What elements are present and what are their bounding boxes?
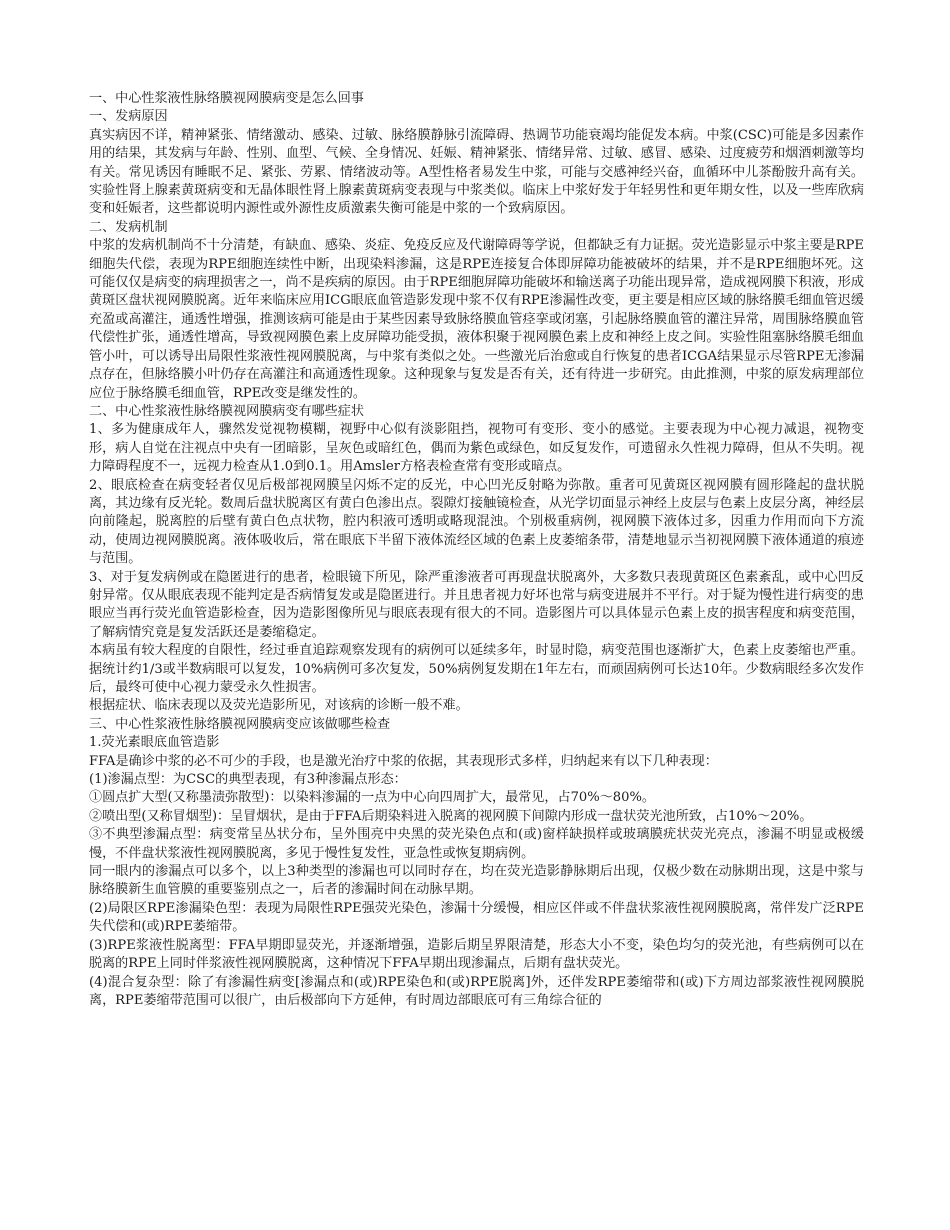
body-paragraph: 同一眼内的渗漏点可以多个，以上3种类型的渗漏也可以同时存在，均在荧光造影静脉期后出现，仅极少数在动脉期出现，这是中浆与脉络膜新生血管膜的重要鉴别点之一，后者的渗漏时间在动脉早期。 <box>89 864 864 898</box>
body-paragraph: 根据症状、临床表现以及荧光造影所见，对该病的诊断一般不难。 <box>89 698 469 714</box>
body-paragraph: 真实病因不详，精神紧张、情绪激动、感染、过敏、脉络膜静脉引流障碍、热调节功能衰竭均能促发本病。中浆(CSC)可能是多因素作用的结果，其发病与年龄、性别、血型、气候、全身情况、妊娠、精神紧张、情绪异常、过敏、感冒、感染、过度疲劳和烟酒刺激等均有关。常见诱因有睡眠不足、紧张、劳累、情绪波动等。A型性格者易发生中浆，可能与交感神经兴奋，血循环中儿茶酚胺升高有关。实验性肾上腺素黄斑病变和无晶体眼性肾上腺素黄斑病变表现与中浆类似。临床上中浆好发于年轻男性和更年期女性，以及一些库欣病变和妊娠者，这些都说明内源性或外源性皮质激素失衡可能是中浆的一个致病原因。 <box>89 127 864 217</box>
body-paragraph: (4)混合复杂型：除了有渗漏性病变[渗漏点和(或)RPE染色和(或)RPE脱离]外，还伴发RPE萎缩带和(或)下方周边部浆液性视网膜脱离，RPE萎缩带范围可以很广，由后极部向下方延伸，有时周边部眼底可有三角综合征的 <box>89 974 864 1008</box>
body-paragraph: ②喷出型(又称冒烟型)：呈冒烟状，是由于FFA后期染料进入脱离的视网膜下间隙内形成一盘状荧光池所致，占10%～20%。 <box>89 808 813 824</box>
body-paragraph: (2)局限区RPE渗漏染色型：表现为局限性RPE强荧光染色，渗漏十分缓慢，相应区伴或不伴盘状浆液性视网膜脱离，常伴发广泛RPE失代偿和(或)RPE萎缩带。 <box>89 900 864 935</box>
body-paragraph: 中浆的发病机制尚不十分清楚，有缺血、感染、炎症、免疫反应及代谢障碍等学说，但都缺乏有力证据。荧光造影显示中浆主要是RPE细胞失代偿，表现为RPE细胞连续性中断，出现染料渗漏，这是RPE连接复合体即屏障功能被破坏的结果，并不是RPE细胞坏死。这可能仅仅是病变的病理损害之一，尚不是疾病的原因。由于RPE细胞屏障功能破坏和输送离子功能出现异常，造成视网膜下积液，形成黄斑区盘状视网膜脱离。近年来临床应用ICG眼底血管造影发现中浆不仅有RPE渗漏性改变，更主要是相应区域的脉络膜毛细血管迟缓充盈或高灌注，通透性增强，推测该病可能是由于某些因素导致脉络膜血管痉挛或闭塞，引起脉络膜血管的灌注异常，周围脉络膜血管代偿性扩张，通透性增高，导致视网膜色素上皮屏障功能受损，液体积聚于视网膜色素上皮和神经上皮之间。实验性阻塞脉络膜毛细血管小叶，可以诱导出局限性浆液性视网膜脱离，与中浆有类似之处。一些激光后治愈或自行恢复的患者ICGA结果显示尽管RPE无渗漏点存在，但脉络膜小叶仍存在高灌注和高通透性现象。这种现象与复发是否有关，还有待进一步研究。由此推测，中浆的原发病理部位应位于脉络膜毛细血管，RPE改变是继发性的。 <box>89 238 864 401</box>
body-paragraph: 1、多为健康成年人，骤然发觉视物模糊，视野中心似有淡影阻挡，视物可有变形、变小的感觉。主要表现为中心视力减退，视物变形，病人自觉在注视点中央有一团暗影，呈灰色或暗红色，偶而为紫色或绿色，如反复发作，可遗留永久性视力障碍，但从不失明。视力障碍程度不一，远视力检查从1.0到0.1。用Amsler方格表检查常有变形或暗点。 <box>89 422 864 475</box>
body-paragraph: 本病虽有较大程度的自限性，经过垂直追踪观察发现有的病例可以延续多年，时显时隐，病变范围也逐渐扩大，色素上皮萎缩也严重。据统计约1/3或半数病眼可以复发，10%病例可多次复发，50%病例复发期在1年左右，而顽固病例可长达10年。少数病眼经多次发作后，最终可使中心视力蒙受永久性损害。 <box>89 643 864 695</box>
body-paragraph: ③不典型渗漏点型：病变常呈丛状分布，呈外围亮中央黑的荧光染色点和(或)窗样缺损样或玻璃膜疣状荧光亮点，渗漏不明显或极缓慢，不伴盘状浆液性视网膜脱离，多见于慢性复发性，亚急性或恢复期病例。 <box>89 827 864 861</box>
subsection-heading: 1.荧光素眼底血管造影 <box>89 735 220 751</box>
body-paragraph: 2、眼底检查在病变轻者仅见后极部视网膜呈闪烁不定的反光，中心凹光反射略为弥散。重者可见黄斑区视网膜有圆形隆起的盘状脱离，其边缘有反光轮。数周后盘状脱离区有黄白色渗出点。裂隙灯接触镜检查，从光学切面显示神经上皮层与色素上皮层分离，神经层向前隆起，脱离腔的后壁有黄白色点状物，腔内积液可透明或略现混浊。个别极重病例，视网膜下液体过多，因重力作用而向下方流动，使周边视网膜脱离。液体吸收后，常在眼底下半留下液体流经区域的色素上皮萎缩条带，清楚地显示当初视网膜下液体通道的痕迹与范围。 <box>89 477 864 567</box>
body-paragraph: 3、对于复发病例或在隐匿进行的患者，检眼镜下所见，除严重渗液者可再现盘状脱离外，大多数只表现黄斑区色素紊乱，或中心凹反射异常。仅从眼底表现不能判定是否病情复发或是隐匿进行。并且患者视力好坏也常与病变进展并不平行。对于疑为慢性进行病变的患眼应当再行荧光血管造影检查，因为造影图像所见与眼底表现有很大的不同。造影图片可以具体显示色素上皮的损害程度和病变范围，了解病情究竟是复发活跃还是萎缩稳定。 <box>89 569 864 640</box>
section-heading: 一、中心性浆液性脉络膜视网膜病变是怎么回事 <box>89 91 364 106</box>
body-paragraph: ①圆点扩大型(又称墨渍弥散型)：以染料渗漏的一点为中心向四周扩大，最常见，占70%～80%。 <box>89 790 655 806</box>
subsection-heading: 一、发病原因 <box>89 109 168 125</box>
body-paragraph: FFA是确诊中浆的必不可少的手段，也是激光治疗中浆的依据，其表现形式多样，归纳起来有以下几种表现： <box>89 753 718 769</box>
section-heading: 三、中心性浆液性脉络膜视网膜病变应该做哪些检查 <box>89 716 391 732</box>
subsection-heading: 二、发病机制 <box>89 219 168 235</box>
body-paragraph: (1)渗漏点型：为CSC的典型表现，有3种渗漏点形态： <box>89 772 407 788</box>
section-heading: 二、中心性浆液性脉络膜视网膜病变有哪些症状 <box>89 403 364 419</box>
body-paragraph: (3)RPE浆液性脱离型：FFA早期即显荧光，并逐渐增强，造影后期呈界限清楚，形态大小不变，染色均匀的荧光池，有些病例可以在脱离的RPE上同时伴浆液性视网膜脱离，这种情况下FFA早期出现渗漏点，后期有盘状荧光。 <box>89 937 864 972</box>
